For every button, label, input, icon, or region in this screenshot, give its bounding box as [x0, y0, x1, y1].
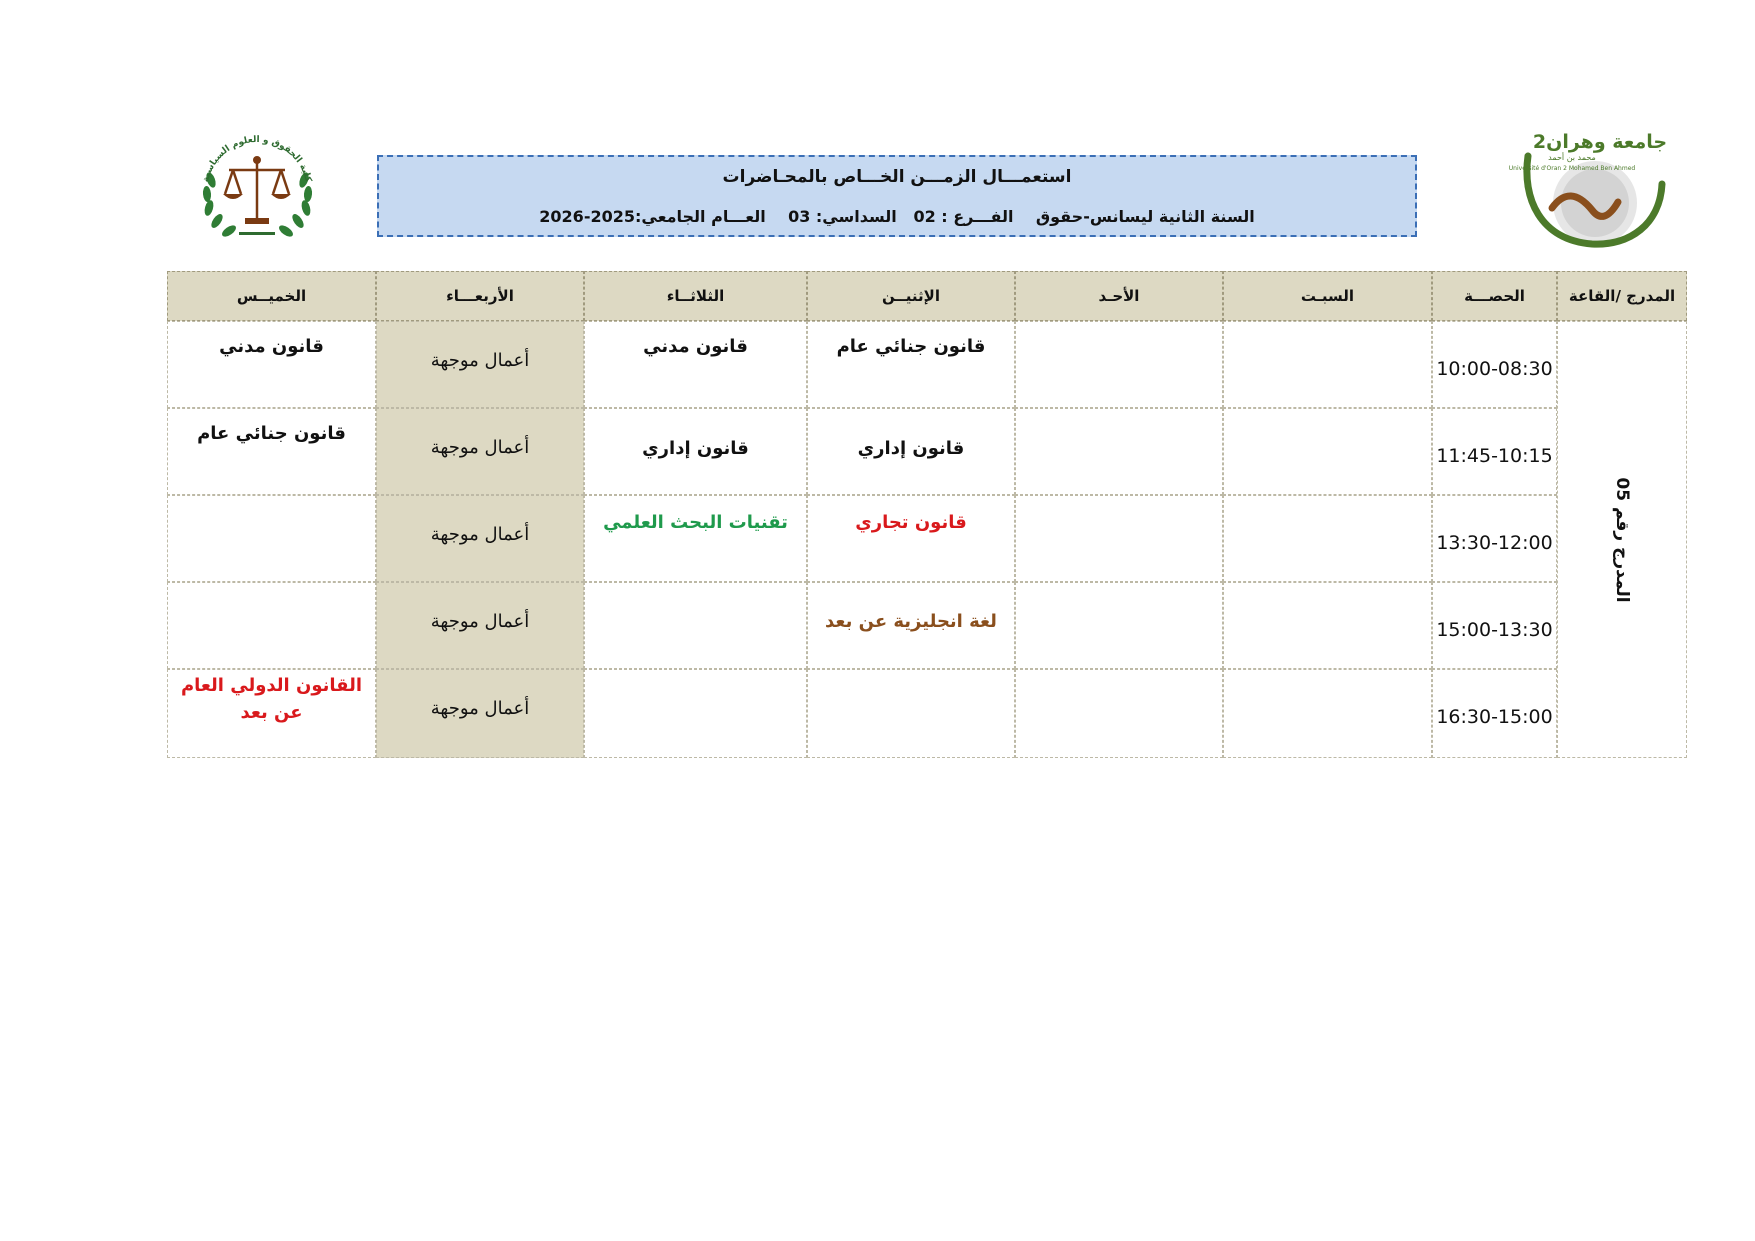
- course-label: قانون مدني: [219, 336, 324, 357]
- cell-thu-1: [167, 321, 376, 408]
- course-label: قانون إداري: [642, 438, 749, 459]
- time-slot-1: 10:00-08:30: [1432, 321, 1557, 408]
- course-label: قانون جنائي عام: [197, 423, 346, 444]
- page-title: استعمـــال الزمـــن الخـــاص بالمحـاضرات: [722, 167, 1072, 187]
- cell-thu-2: [167, 408, 376, 495]
- cell-wed-2: [376, 408, 584, 495]
- cell-thu-3: [167, 495, 376, 582]
- timetable: [167, 271, 1687, 758]
- cell-tue-4: [584, 582, 807, 669]
- room-cell: [1557, 321, 1687, 758]
- svg-text:محمد بن أحمد: محمد بن أحمد: [1548, 153, 1596, 162]
- room-label: المدرج رقم 05: [1612, 476, 1632, 603]
- header-tuesday: الثلاثــاء: [584, 271, 807, 321]
- header-session: الحصـــة: [1432, 271, 1557, 321]
- svg-text:كلية الحقوق و العلوم السياسية: كلية الحقوق و العلوم السياسية: [201, 134, 313, 184]
- cell-wed-1: [376, 321, 584, 408]
- course-label: قانون إداري: [857, 438, 965, 459]
- header-box: [377, 155, 1417, 237]
- course-label: أعمال موجهة: [430, 611, 530, 632]
- cell-mon-4: [807, 582, 1015, 669]
- header-wednesday: الأربعـــاء: [376, 271, 584, 321]
- course-label: أعمال موجهة: [430, 524, 530, 545]
- cell-tue-5: [584, 669, 807, 758]
- time-slot-4: 15:00-13:30: [1432, 582, 1557, 669]
- course-label: قانون جنائي عام: [836, 336, 986, 357]
- header-sunday: الأحـد: [1015, 271, 1223, 321]
- course-label: أعمال موجهة: [430, 437, 530, 458]
- cell-sat-4: [1223, 582, 1432, 669]
- cell-sun-3: [1015, 495, 1223, 582]
- cell-sat-3: [1223, 495, 1432, 582]
- cell-sat-2: [1223, 408, 1432, 495]
- cell-wed-4: [376, 582, 584, 669]
- header-saturday: السبـت: [1223, 271, 1432, 321]
- course-label: القانون الدولي العام عن بعد: [180, 675, 363, 723]
- time-slot-2: 11:45-10:15: [1432, 408, 1557, 495]
- cell-mon-1: [807, 321, 1015, 408]
- header-room: المدرج /القاعة: [1557, 271, 1687, 321]
- cell-wed-5: [376, 669, 584, 758]
- time-slot-5: 16:30-15:00: [1432, 669, 1557, 758]
- header-monday: الإثنيــن: [807, 271, 1015, 321]
- faculty-logo: [195, 128, 320, 248]
- page-subtitle: السنة الثانية ليسانس-حقوق الفـــرع : 02 السداسي: 03 العـــام الجامعي:2025-2026: [539, 207, 1255, 226]
- cell-sun-5: [1015, 669, 1223, 758]
- cell-wed-3: [376, 495, 584, 582]
- cell-sun-4: [1015, 582, 1223, 669]
- header-thursday: الخميــس: [167, 271, 376, 321]
- course-label: تقنيات البحث العلمي: [603, 512, 788, 533]
- course-label: قانون تجاري: [855, 512, 967, 533]
- cell-mon-2: [807, 408, 1015, 495]
- time-slot-3: 13:30-12:00: [1432, 495, 1557, 582]
- course-label: أعمال موجهة: [430, 350, 530, 371]
- svg-text:Université d'Oran 2 Mohamed Be: Université d'Oran 2 Mohamed Ben Ahmed: [1508, 165, 1636, 172]
- cell-tue-2: [584, 408, 807, 495]
- course-label: قانون مدني: [643, 336, 748, 357]
- cell-sat-1: [1223, 321, 1432, 408]
- svg-text:جامعة وهران2: جامعة وهران2: [1532, 131, 1668, 153]
- cell-tue-1: [584, 321, 807, 408]
- cell-mon-3: [807, 495, 1015, 582]
- cell-mon-5: [807, 669, 1015, 758]
- cell-thu-5: [167, 669, 376, 758]
- cell-sat-5: [1223, 669, 1432, 758]
- cell-sun-1: [1015, 321, 1223, 408]
- course-label: لغة انجليزية عن بعد: [825, 611, 997, 632]
- university-logo: [1500, 128, 1670, 250]
- cell-tue-3: [584, 495, 807, 582]
- course-label: أعمال موجهة: [430, 698, 530, 719]
- cell-thu-4: [167, 582, 376, 669]
- cell-sun-2: [1015, 408, 1223, 495]
